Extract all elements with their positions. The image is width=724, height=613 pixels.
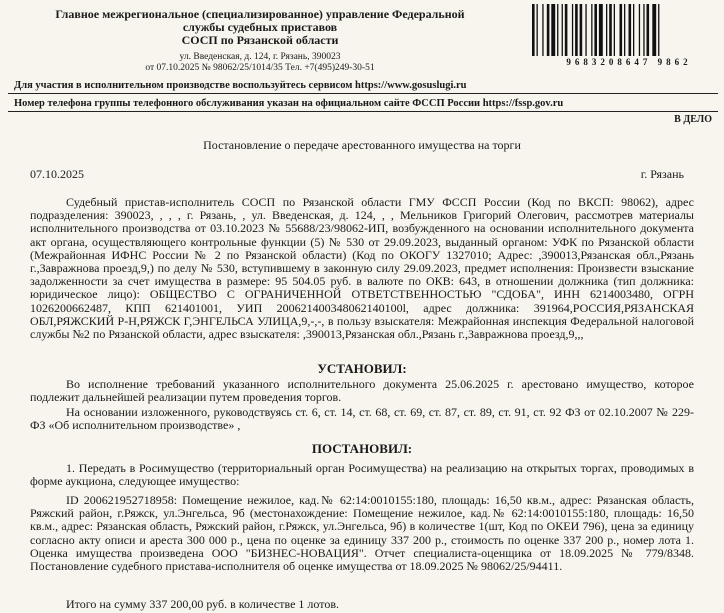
property-paragraph: ID 200621952718958: Помещение нежилое, кад.№ 62:14:0010155:180, площадь: 16,50 кв.м., адрес: Рязанская область, Ряжский район, г.Ряжск, ул.Энгельса, 9б (местонахождение: Помещение нежилое, кад.№ 62:14:0010155:180, площадь: 16,50 кв.м., адрес: Рязанская область, Ряжский район, г.Ряжск, ул.Энгельса, 9б) в количестве 1(шт, Код по ОКЕИ 796), цена за единицу согласно акту описи и ареста 300 000 р., цена по оценке за единицу 337 200 р., стоимость по оценке 337 200 р., номер лота 1. Оценка имущества произведена ООО "БИЗНЕС-НОВАЦИЯ". Отчет специалиста-оценщика от 18.09.2025 № 779/8348. Постановление судебного пристава-исполнителя об оценке имущества от 18.09.2025 № 98062/25/94411.	[30, 493, 694, 574]
org-name-line1: Главное межрегиональное (специализированное) управление Федеральной	[55, 7, 465, 21]
barcode-number: 9683208647 9862	[566, 57, 692, 67]
established-paragraph: Во исполнение требований указанного исполнительного документа 25.06.2025 г. арестовано имущество, которое подлежит дальнейшей реализации путем проведения торгов.	[30, 377, 694, 405]
org-name-line3: СОСП по Рязанской области	[181, 33, 339, 47]
document-date: 07.10.2025	[30, 167, 84, 181]
org-address: ул. Введенская, д. 124, г. Рязань, 390023	[179, 52, 341, 62]
document-title: Постановление о передаче арестованного имущества на торги	[203, 138, 521, 152]
org-name-line2: службы судебных приставов	[182, 20, 338, 34]
basis-paragraph: На основании изложенного, руководствуясь ст. 6, ст. 14, ст. 68, ст. 69, ст. 87, ст. 89, ст. 91, ст. 92 ФЗ от 02.10.2007 № 229-ФЗ «Об исполнительном производстве» ,	[30, 405, 694, 433]
heading-resolved: ПОСТАНОВИЛ:	[311, 441, 413, 456]
phone-notice: Номер телефона группы телефонного обслуживания указан на официальном сайте ФССП России https://fssp.gov.ru	[14, 98, 564, 109]
gosuslugi-notice: Для участия в исполнительном производстве воспользуйтесь сервисом https://www.gosuslugi.ru	[14, 80, 467, 91]
intro-paragraph: Судебный пристав-исполнитель СОСП по Рязанской области ГМУ ФССП России (Код по ВКСП: 98062), адрес подразделения: 390023, , , , г. Рязань, , ул. Введенская, д. 124, , , Мельников Григорий Олегович, рассмотрев материалы исполнительного производства от 03.10.2023 № 55688/23/98062-ИП, возбужденного на основании исполнительного документа акт органа, осуществляющего контрольные функции (5) № 530 от 29.09.2023, выданный органом: УФК по Рязанской области (Межрайонная ИФНС России № 2 по Рязанской области) (Код по ОКОГУ 1327010; Адрес: ,390013,Рязанская обл.,Рязань г.,Завражнова проезд,9,) по делу № 530, вступившему в законную силу 29.09.2023, предмет исполнения: Произвести взыскание задолженности за счет имущества в размере: 95 504.05 руб. в валюте по ОКВ: 643, в отношении должника (тип должника: юридическое лицо): ОБЩЕСТВО С ОГРАНИЧЕННОЙ ОТВЕТСТВЕННОСТЬЮ "СДОБА", ИНН 6214003480, ОГРН 1026200662487, КПП 621401001, УИП 200621400348062140100l, адрес должника: 391964,РОССИЯ,РЯЗАНСКАЯ ОБЛ,РЯЖСКИЙ Р-Н,РЯЖСК Г,ЭНГЕЛЬСА УЛИЦА,9,-,-, в пользу взыскателя: Межрайонная инспекция Федеральной налоговой службы №2 по Рязанской области, адрес взыскателя: ,390013,Рязанская обл.,Рязань г.,Завражнова проезд,9,,,	[30, 195, 694, 342]
heading-established: УСТАНОВИЛ:	[317, 361, 407, 376]
vdelo-mark: В ДЕЛО	[674, 114, 712, 125]
document-reference: от 07.10.2025 № 98062/25/1014/35 Тел. +7(495)249-30-51	[145, 63, 375, 73]
divider	[8, 111, 718, 112]
divider	[8, 93, 718, 94]
item1-paragraph: 1. Передать в Росимущество (территориальный орган Росимущества) на реализацию на открытых торгах, проводимых в форме аукциона, следующее имущество:	[30, 461, 694, 489]
document-city: г. Рязань	[640, 167, 684, 181]
barcode	[530, 4, 718, 56]
total-paragraph: Итого на сумму 337 200,00 руб. в количестве 1 лотов.	[66, 597, 339, 611]
